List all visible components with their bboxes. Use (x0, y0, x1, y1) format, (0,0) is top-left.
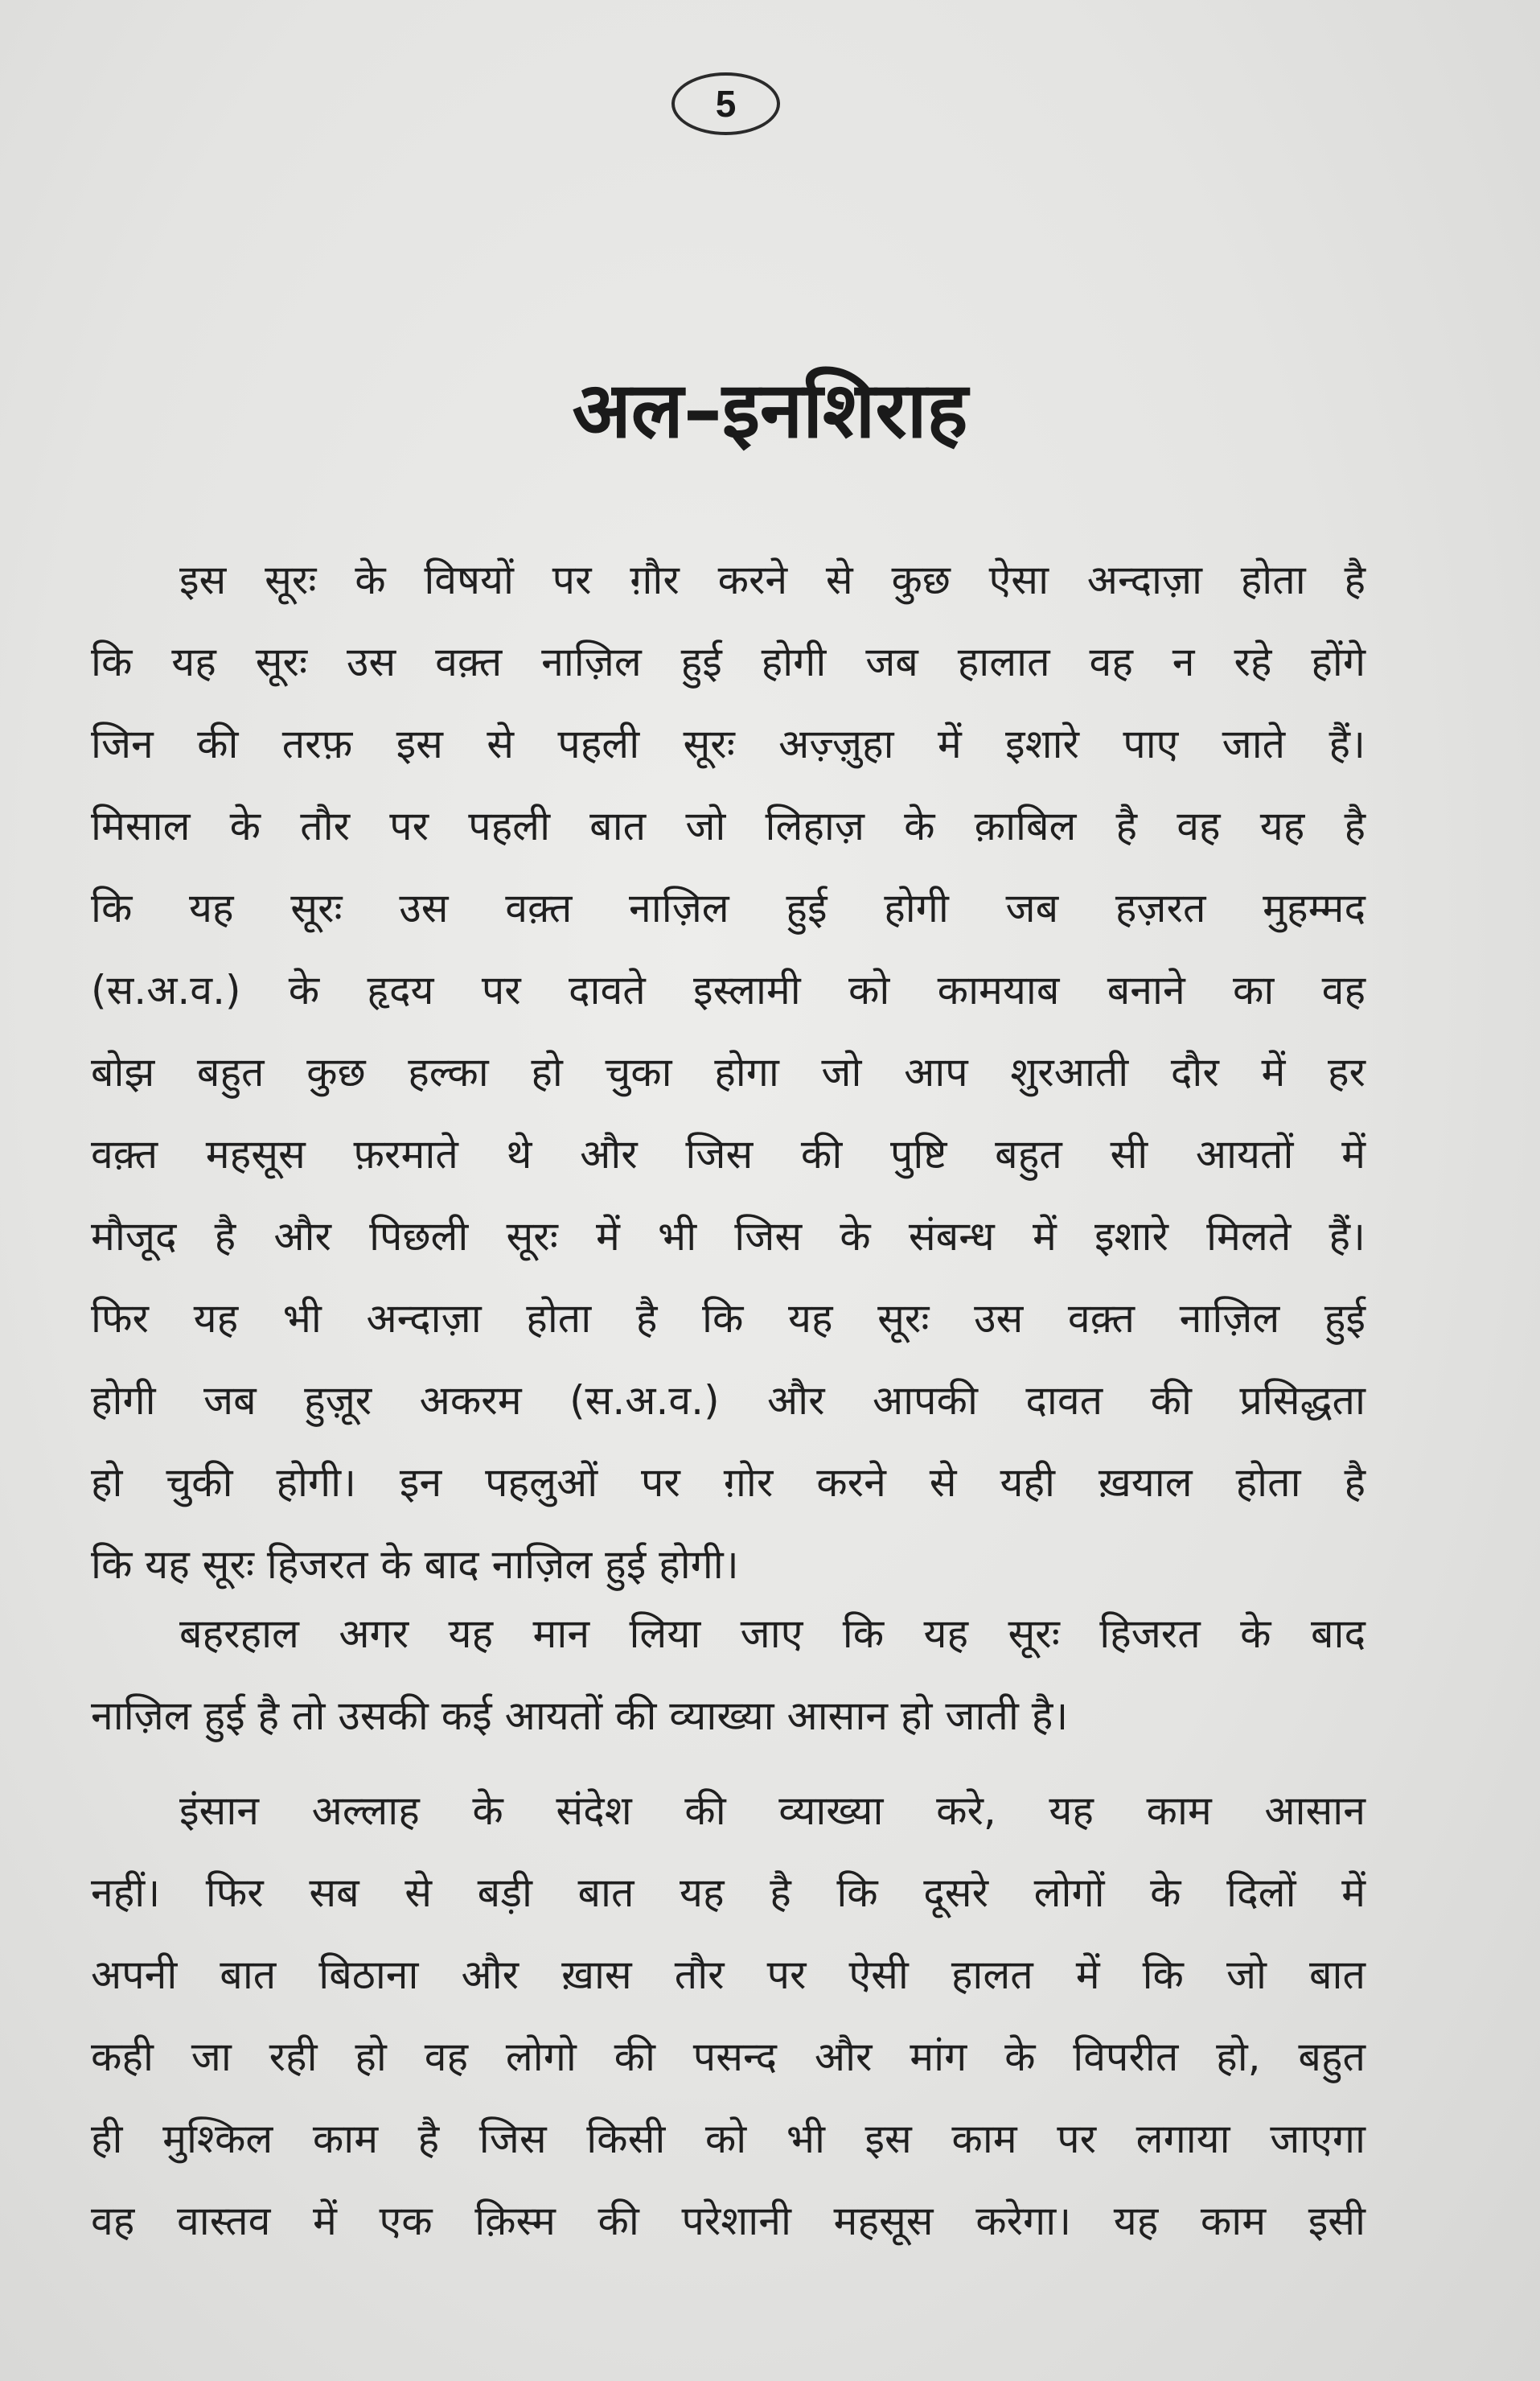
text-line: मौजूद है और पिछली सूरः में भी जिस के संबन्ध में इशारे मिलते हैं। (91, 1213, 1365, 1260)
text-line: इंसान अल्लाह के संदेश की व्याख्या करे, यह काम आसान (179, 1787, 1365, 1834)
text-line: वक़्त महसूस फ़रमाते थे और जिस की पुष्टि बहुत सी आयतों में (91, 1131, 1365, 1178)
chapter-title: अल–इनशिराह (572, 365, 968, 455)
text-line: कि यह सूरः हिजरत के बाद नाज़िल हुई होगी। (91, 1541, 739, 1588)
text-line: कही जा रही हो वह लोगो की पसन्द और मांग के विपरीत हो, बहुत (91, 2034, 1365, 2080)
text-line: कि यह सूरः उस वक़्त नाज़िल हुई होगी जब हज़रत मुहम्मद (91, 885, 1365, 931)
text-line: नाज़िल हुई है तो उसकी कई आयतों की व्याख्या आसान हो जाती है। (91, 1692, 1069, 1739)
text-line: (स.अ.व.) के हृदय पर दावते इस्लामी को कामयाब बनाने का वह (91, 967, 1365, 1014)
paragraph-1 (91, 539, 1365, 1606)
text-line: मिसाल के तौर पर पहली बात जो लिहाज़ के क़ाबिल है वह यह है (91, 803, 1365, 849)
text-line: कि यह सूरः उस वक़्त नाज़िल हुई होगी जब हालात वह न रहे होंगे (91, 639, 1365, 685)
text-line: ही मुश्किल काम है जिस किसी को भी इस काम पर लगाया जाएगा (91, 2116, 1365, 2162)
text-line: होगी जब हुज़ूर अकरम (स.अ.व.) और आपकी दावत की प्रसिद्धता (91, 1377, 1365, 1424)
text-line: नहीं। फिर सब से बड़ी बात यह है कि दूसरे लोगों के दिलों में (91, 1869, 1365, 1916)
text-line: जिन की तरफ़ इस से पहली सूरः अज़्ज़ुहा में इशारे पाए जाते हैं। (91, 721, 1365, 767)
text-line: फिर यह भी अन्दाज़ा होता है कि यह सूरः उस वक़्त नाज़िल हुई (91, 1295, 1365, 1342)
text-line: बहरहाल अगर यह मान लिया जाए कि यह सूरः हिजरत के बाद (179, 1610, 1365, 1657)
text-line: बोझ बहुत कुछ हल्का हो चुका होगा जो आप शुरआती दौर में हर (91, 1049, 1365, 1096)
text-line: अपनी बात बिठाना और ख़ास तौर पर ऐसी हालत में कि जो बात (91, 1951, 1365, 1998)
text-line: इस सूरः के विषयों पर ग़ौर करने से कुछ ऐसा अन्दाज़ा होता है (179, 557, 1365, 603)
text-line: वह वास्तव में एक क़िस्म की परेशानी महसूस करेगा। यह काम इसी (91, 2198, 1365, 2244)
text-line: हो चुकी होगी। इन पहलुओं पर ग़ोर करने से यही ख़याल होता है (91, 1459, 1365, 1506)
page-number-badge (671, 72, 780, 135)
page-number: 5 (715, 83, 737, 125)
paragraph-3 (91, 1770, 1365, 2262)
paragraph-2 (91, 1593, 1365, 1757)
